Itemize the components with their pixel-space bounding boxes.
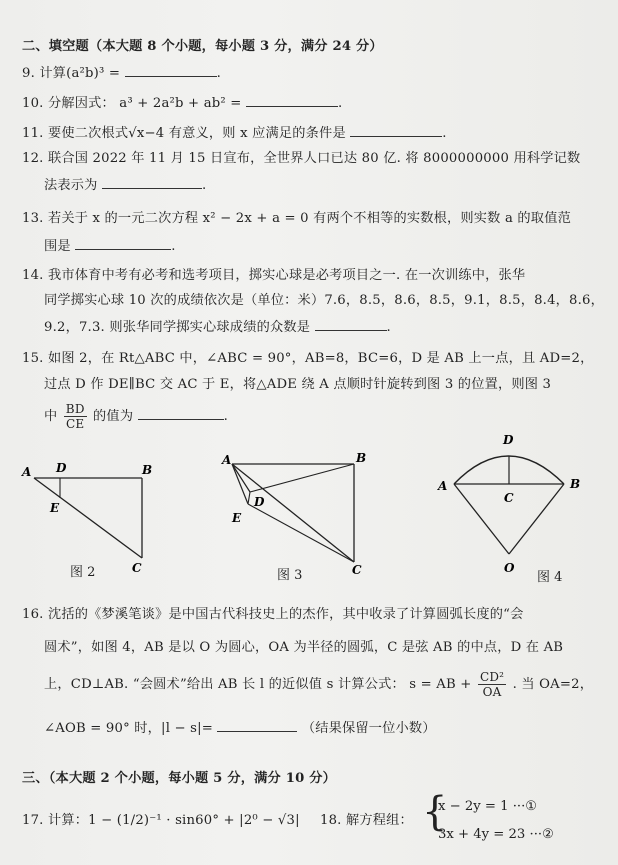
question-14-line3: 9.2，7.3. 则张华同学掷实心球成绩的众数是 . (44, 320, 391, 335)
section-2-title: 二、填空题（本大题 8 个小题，每小题 3 分，满分 24 分） (22, 39, 383, 54)
figure-4-caption: 图 4 (537, 570, 563, 585)
brace-icon: { (422, 789, 448, 835)
question-11: 11. 要使二次根式√x−4 有意义，则 x 应满足的条件是 . (22, 126, 447, 141)
fraction-bd-over-ce: $\frac{BD}{CE}$ (65, 402, 85, 431)
fig2-label-a: A (22, 465, 32, 479)
answer-blank-11[interactable] (350, 124, 442, 137)
question-18-label: 18. 解方程组： (320, 813, 413, 828)
fig4-label-o: O (504, 561, 515, 575)
figure-3-caption: 图 3 (277, 568, 303, 583)
equation-2: 3x + 4y = 23 ···② (438, 827, 554, 842)
fraction-cd2-over-oa: $\frac{\text{CD²}}{OA}$ (479, 670, 505, 699)
question-15-line1: 15. 如图 2，在 Rt△ABC 中，∠ABC = 90°，AB=8，BC=6，D 是 AB 上一点，且 AD=2， (22, 351, 594, 366)
answer-blank-12[interactable] (102, 176, 202, 189)
question-16-line3: 上，CD⊥AB. “会圆术”给出 AB 长 l 的近似值 s 计算公式： s = AB + $\frac{\text{CD²}}{OA}$ . 当 OA=2， (44, 670, 594, 699)
figure-4-diagram (432, 430, 602, 580)
fig4-label-a: A (438, 479, 448, 493)
equation-system (422, 789, 602, 855)
question-12-line1: 12. 联合国 2022 年 11 月 15 日宣布，全世界人口已达 80 亿. 将 8000000000 用科学记数 (22, 151, 581, 166)
question-16-line1: 16. 沈括的《梦溪笔谈》是中国古代科技史上的杰作，其中收录了计算圆弧长度的“会 (22, 607, 524, 622)
answer-blank-10[interactable] (246, 94, 338, 107)
fig2-label-d: D (56, 461, 67, 475)
question-16-line2: 圆术”，如图 4，AB 是以 O 为圆心，OA 为半径的圆弧，C 是弦 AB 的中点，D 在 AB (44, 640, 564, 655)
fig3-label-b: B (356, 451, 367, 465)
figure-2-caption: 图 2 (70, 565, 96, 580)
fig4-label-d: D (503, 433, 514, 447)
question-16-line4: ∠AOB = 90° 时，|l − s|= （结果保留一位小数） (44, 721, 436, 736)
answer-blank-15[interactable] (138, 407, 224, 420)
section-3-title: 三、（本大题 2 个小题，每小题 5 分，满分 10 分） (22, 771, 337, 786)
fig2-label-c: C (132, 561, 142, 575)
answer-blank-9[interactable] (125, 64, 217, 77)
equation-1: x − 2y = 1 ···① (438, 799, 538, 814)
fig2-label-b: B (142, 463, 153, 477)
fig2-label-e: E (50, 501, 60, 515)
question-10: 10. 分解因式： a³ + 2a²b + ab² = . (22, 96, 343, 111)
fig3-label-a: A (222, 453, 232, 467)
answer-blank-16[interactable] (217, 719, 297, 732)
fig3-label-e: E (232, 511, 242, 525)
question-17: 17. 计算：1 − (1/2)⁻¹ · sin60° + |2⁰ − √3| (22, 813, 300, 828)
answer-blank-13[interactable] (75, 237, 171, 250)
question-15-line3: 中 $\frac{BD}{CE}$ 的值为 . (44, 402, 229, 431)
fig3-label-c: C (352, 563, 362, 575)
question-13-line1: 13. 若关于 x 的一元二次方程 x² − 2x + a = 0 有两个不相等的实数根，则实数 a 的取值范 (22, 211, 571, 226)
fig3-label-d: D (254, 495, 265, 509)
fig4-label-b: B (570, 477, 581, 491)
question-15-line2: 过点 D 作 DE∥BC 交 AC 于 E，将△ADE 绕 A 点顺时针旋转到图 3 的位置，则图 3 (44, 377, 552, 392)
question-9: 9. 计算(a²b)³ = . (22, 66, 221, 81)
figure-3-diagram (218, 450, 373, 575)
question-13-line2: 围是 . (44, 239, 176, 254)
question-14-line2: 同学掷实心球 10 次的成绩依次是（单位：米）7.6，8.5，8.6，8.5，9.1，8.5，8.4，8.6， (44, 293, 605, 308)
question-12-line2: 法表示为 . (44, 178, 207, 193)
answer-blank-14[interactable] (315, 318, 387, 331)
fig4-label-c: C (504, 491, 514, 505)
question-14-line1: 14. 我市体育中考有必考和选考项目，掷实心球是必考项目之一. 在一次训练中，张华 (22, 268, 526, 283)
